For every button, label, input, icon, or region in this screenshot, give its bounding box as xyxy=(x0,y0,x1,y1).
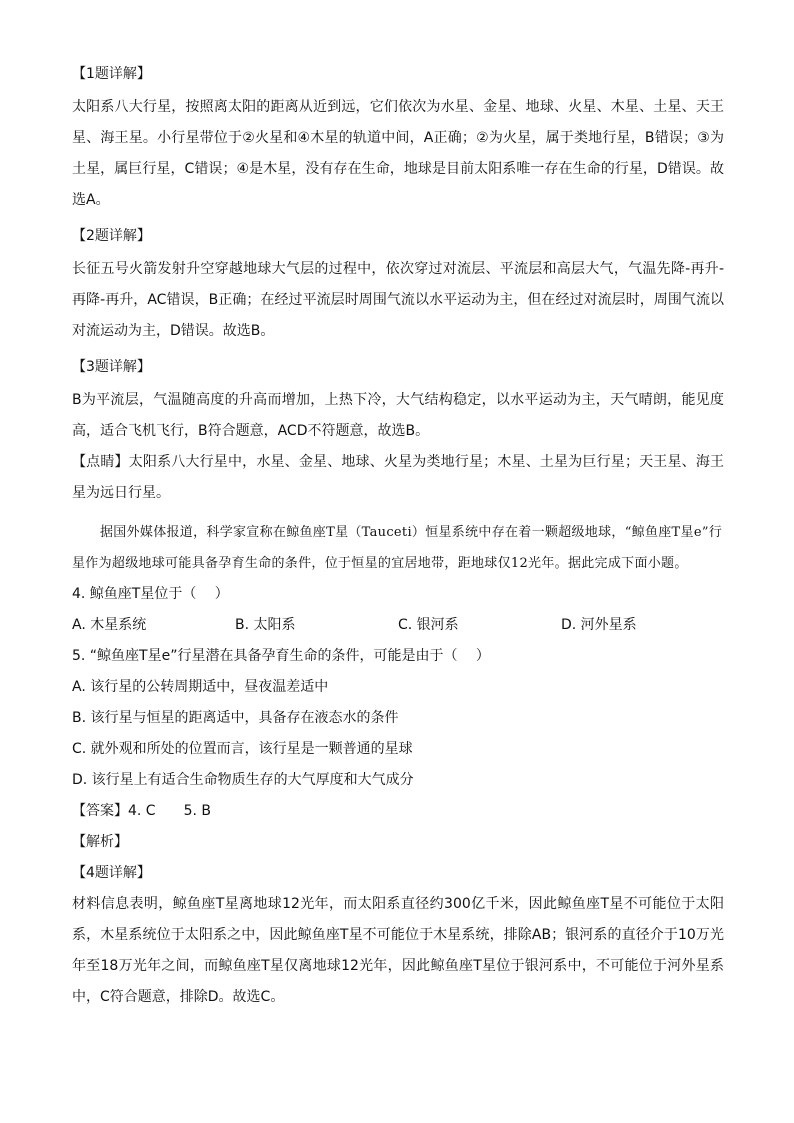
q2-explanation: 长征五号火箭发射升空穿越地球大气层的过程中，依次穿过对流层、平流层和高层大气，气温先降-再升-再降-再升，AC错误，B正确；在经过平流层时周围气流以水平运动为主，但在经过对流层时，周围气流以对流运动为主，D错误。故选B。 xyxy=(72,261,724,339)
analysis-label: 【解析】 xyxy=(72,834,128,850)
answer-line xyxy=(72,796,724,827)
q1-explanation: 太阳系八大行星，按照离太阳的距离从近到远，它们依次为水星、金星、地球、火星、木星、土星、天王星、海王星。小行星带位于②火星和④木星的轨道中间，A正确；②为火星，属于类地行星，B错误；③为土星，属巨行星，C错误；④是木星，没有存在生命，地球是目前太阳系唯一存在生命的行星，D错误。故选A。 xyxy=(72,99,724,208)
q4-option-a: A. 木星系统 xyxy=(72,617,147,633)
q4-option-b: B. 太阳系 xyxy=(235,617,296,633)
q2-heading: 【2题详解】 xyxy=(72,228,151,244)
q5-option-c: C. 就外观和所处的位置而言，该行星是一颗普通的星球 xyxy=(72,741,413,757)
answer-label: 【答案】 xyxy=(72,803,128,819)
q4-option-c: C. 银河系 xyxy=(398,617,459,633)
q1-heading: 【1题详解】 xyxy=(72,66,151,82)
document-page xyxy=(72,62,724,1013)
q3-heading: 【3题详解】 xyxy=(72,359,151,375)
q4-explanation: 材料信息表明，鲸鱼座T星离地球12光年，而太阳系直径约300亿千米，因此鲸鱼座T星不可能位于太阳系，木星系统位于太阳系之中，因此鲸鱼座T星不可能位于木星系统，排除AB；银河系的直径介于10万光年至18万光年之间，而鲸鱼座T星仅离地球12光年，因此鲸鱼座T星位于银河系中，不可能位于河外星系中，C符合题意，排除D。故选C。 xyxy=(72,896,724,1005)
question-4-options xyxy=(72,610,724,641)
answer-value: 4. C 5. B xyxy=(128,803,211,819)
q5-option-b: B. 该行星与恒星的距离适中，具备存在液态水的条件 xyxy=(72,710,399,726)
reading-material: 据国外媒体报道，科学家宣称在鲸鱼座T星（Tauceti）恒星系统中存在着一颗超级地球，“鲸鱼座T星e”行星作为超级地球可能具备孕育生命的条件，位于恒星的宜居地带，距地球仅12光年。据此完成下面小题。 xyxy=(72,525,723,571)
q3-explanation: B为平流层，气温随高度的升高而增加，上热下冷，大气结构稳定，以水平运动为主，天气晴朗，能见度高，适合飞机飞行，B符合题意，ACD不符题意，故选B。 xyxy=(72,392,724,439)
tip-block xyxy=(72,447,724,509)
question-5-stem: 5. “鲸鱼座T星e”行星潜在具备孕育生命的条件，可能是由于（ ） xyxy=(72,648,490,664)
q5-option-d: D. 该行星上有适合生命物质生存的大气厚度和大气成分 xyxy=(72,772,414,788)
tip-text: 太阳系八大行星中，水星、金星、地球、火星为类地行星；木星、土星为巨行星；天王星、海王星为远日行星。 xyxy=(72,454,725,501)
question-4-stem: 4. 鲸鱼座T星位于（ ） xyxy=(72,586,229,602)
tip-label: 【点睛】 xyxy=(72,454,129,470)
q5-option-a: A. 该行星的公转周期适中，昼夜温差适中 xyxy=(72,679,329,695)
q4-heading: 【4题详解】 xyxy=(72,865,151,881)
q4-option-d: D. 河外星系 xyxy=(561,617,637,633)
